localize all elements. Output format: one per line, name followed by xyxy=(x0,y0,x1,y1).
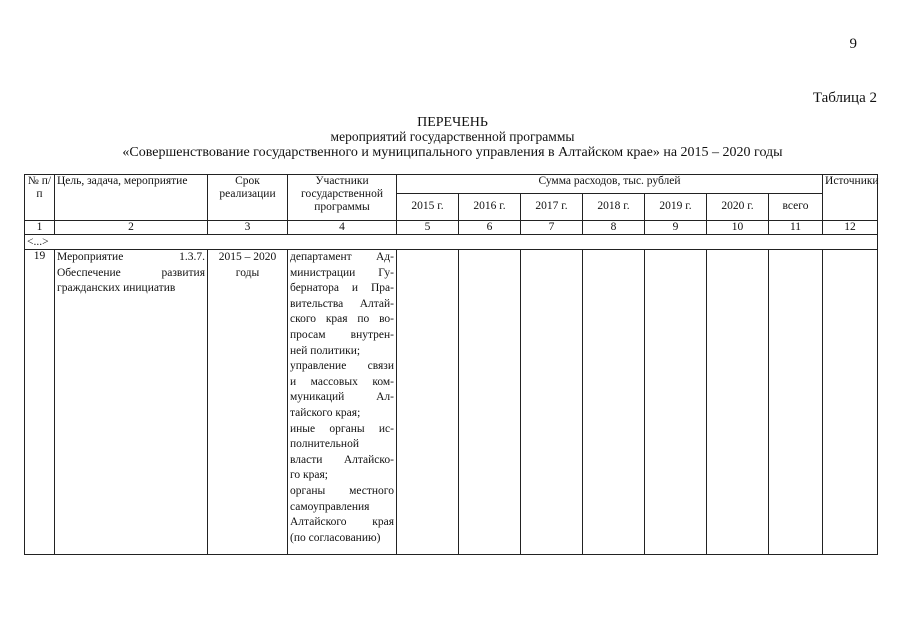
header-sources: Источники xyxy=(823,175,878,221)
column-number: 1 xyxy=(25,221,55,235)
table-label: Таблица 2 xyxy=(812,90,877,106)
header-year: 2018 г. xyxy=(583,194,645,221)
page-number: 9 xyxy=(849,36,857,52)
column-number: 9 xyxy=(645,221,707,235)
header-num: № п/п xyxy=(25,175,55,221)
column-number: 4 xyxy=(288,221,397,235)
title-line-1: ПЕРЕЧЕНЬ xyxy=(417,115,488,130)
participants-line: ского края по во- xyxy=(290,313,394,326)
participants-line: иные органы ис- xyxy=(290,422,394,435)
column-number: 11 xyxy=(769,221,823,235)
title-line-2: мероприятий государственной программы xyxy=(330,129,575,145)
participants-line: го края; xyxy=(290,469,328,482)
participants-line: и массовых ком- xyxy=(290,375,394,388)
header-year: 2015 г. xyxy=(397,194,459,221)
row-participants xyxy=(288,250,397,555)
column-number: 8 xyxy=(583,221,645,235)
table-row xyxy=(25,250,878,555)
row-value xyxy=(707,250,769,555)
column-number: 3 xyxy=(208,221,288,235)
participants-line: бернатора и Пра- xyxy=(290,282,394,295)
participants-line: Алтайского края xyxy=(290,516,394,529)
row-goal: Мероприятие 1.3.7. Обеспечение развития гражданских инициатив xyxy=(55,250,208,555)
participants-line: ней политики; xyxy=(290,344,361,357)
column-number: 5 xyxy=(397,221,459,235)
header-participants: Участники государственной программы xyxy=(288,175,397,221)
header-year: 2020 г. xyxy=(707,194,769,221)
column-numbers-row xyxy=(25,221,878,235)
row-value xyxy=(583,250,645,555)
header-year: 2017 г. xyxy=(521,194,583,221)
participants-line: тайского края; xyxy=(290,406,361,419)
participants-line: управление связи xyxy=(290,360,394,373)
row-value xyxy=(459,250,521,555)
participants-line: органы местного xyxy=(290,484,394,497)
header-year: 2016 г. xyxy=(459,194,521,221)
column-number: 10 xyxy=(707,221,769,235)
column-number: 2 xyxy=(55,221,208,235)
participants-line: (по согласованию) xyxy=(290,531,381,544)
participants-line: просам внутрен- xyxy=(290,328,394,341)
participants-line: власти Алтайско- xyxy=(290,453,394,466)
participants-line: полнительной xyxy=(290,438,359,451)
row-value xyxy=(769,250,823,555)
column-number: 12 xyxy=(823,221,878,235)
ellipsis-text: <...> xyxy=(25,235,878,250)
document-title xyxy=(0,115,905,160)
participants-line: вительства Алтай- xyxy=(290,297,394,310)
participants-line: министрации Гу- xyxy=(290,266,394,279)
participants-line: муникаций Ал- xyxy=(290,391,394,404)
header-sum: Сумма расходов, тыс. рублей xyxy=(397,175,823,194)
row-num: 19 xyxy=(25,250,55,555)
header-year: всего xyxy=(769,194,823,221)
column-number: 6 xyxy=(459,221,521,235)
title-line-3: «Совершенствование государственного и муниципального управления в Алтайском крае» на 2015 – 2020 годы xyxy=(122,144,783,160)
row-sources xyxy=(823,250,878,555)
header-goal: Цель, задача, мероприятие xyxy=(55,175,208,221)
row-value xyxy=(397,250,459,555)
ellipsis-row xyxy=(25,235,878,250)
row-value xyxy=(521,250,583,555)
participants-line: департамент Ад- xyxy=(290,251,394,263)
row-value xyxy=(645,250,707,555)
column-number: 7 xyxy=(521,221,583,235)
activities-table xyxy=(24,174,878,555)
header-year: 2019 г. xyxy=(645,194,707,221)
participants-line: самоуправления xyxy=(290,500,370,513)
row-term: 2015 – 2020 годы xyxy=(208,250,288,555)
header-term: Срок реализации xyxy=(208,175,288,221)
